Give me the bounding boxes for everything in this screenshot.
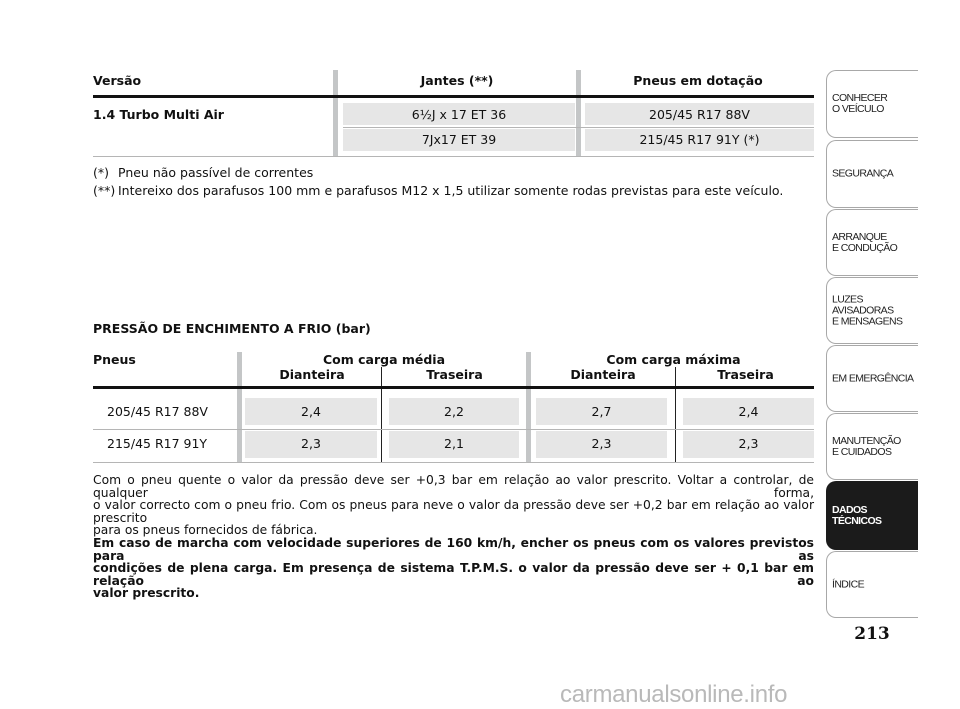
watermark: carmanualsonline.info xyxy=(560,681,788,708)
tab-arranque-e-conducao[interactable] xyxy=(826,209,918,276)
header-medium-load: Com carga média xyxy=(322,352,446,367)
row-separator xyxy=(93,429,814,430)
pressure-value: 2,7 xyxy=(591,404,612,419)
tab-manutencao-e-cuidados[interactable] xyxy=(826,413,918,480)
wheel-cell: 6½J x 17 ET 36 xyxy=(411,107,507,122)
paragraph-line: Com o pneu quente o valor da pressão deve ser +0,3 bar em relação ao valor prescrito. Voltar a controlar, de qualquer forma, xyxy=(93,473,814,500)
pressure-value: 2,2 xyxy=(444,404,464,419)
tab-luzes-avisadoras[interactable] xyxy=(826,277,918,344)
header-version: Versão xyxy=(93,73,142,88)
paragraph-line-bold: Em caso de marcha com velocidade superiores de 160 km/h, encher os pneus com os valores previstos para as xyxy=(93,535,814,563)
header-front: Dianteira xyxy=(570,367,636,382)
tab-em-emergencia[interactable] xyxy=(826,345,918,412)
table-bottom-rule xyxy=(93,156,814,157)
paragraph-line: para os pneus fornecidos de fábrica. xyxy=(93,523,318,538)
column-divider xyxy=(526,352,531,462)
sub-divider xyxy=(675,367,676,462)
tab-dados-tecnicos[interactable] xyxy=(826,481,918,550)
header-tyres: Pneus em dotação xyxy=(633,73,763,88)
tyre-cell: 205/45 R17 88V xyxy=(649,107,750,122)
column-divider xyxy=(333,70,338,157)
pressure-value: 2,3 xyxy=(591,436,612,451)
note-marker: (*) xyxy=(93,165,110,180)
pressure-value: 2,4 xyxy=(738,404,759,419)
note-text: Intereixo dos parafusos 100 mm e parafusos M12 x 1,5 utilizar somente rodas previstas para este veículo. xyxy=(118,183,784,198)
pressure-value: 2,1 xyxy=(444,436,464,451)
pressure-value: 2,3 xyxy=(738,436,759,451)
tab-label: MANUTENÇÃO E CUIDADOS xyxy=(832,434,901,458)
header-rear: Traseira xyxy=(717,367,774,382)
pressure-value: 2,4 xyxy=(301,404,321,419)
tab-label: ÍNDICE xyxy=(832,578,864,590)
paragraph-line: o valor correcto com o pneu frio. Com os pneus para neve o valor da pressão deve ser +0,2 bar em relação ao valor prescrito xyxy=(93,498,814,525)
tab-label: EM EMERGÊNCIA xyxy=(832,372,914,384)
tyre-size: 205/45 R17 88V xyxy=(107,404,208,419)
tab-label: ARRANQUE E CONDUÇÃO xyxy=(832,230,898,254)
table-bottom-rule xyxy=(93,462,814,463)
pressure-note-paragraph xyxy=(93,474,814,600)
version-value: 1.4 Turbo Multi Air xyxy=(93,107,224,122)
pressure-value: 2,3 xyxy=(301,436,321,451)
note-text: Pneu não passível de correntes xyxy=(118,165,314,180)
tab-label: LUZES AVISADORAS E MENSAGENS xyxy=(832,293,903,327)
tab-label: CONHECER O VEÍCULO xyxy=(832,92,888,115)
wheel-cell: 7Jx17 ET 39 xyxy=(421,132,497,147)
header-tyres-col: Pneus xyxy=(93,352,136,367)
tab-seguranca[interactable] xyxy=(826,140,918,208)
tyre-cell: 215/45 R17 91Y (*) xyxy=(639,132,760,147)
tab-conhecer-o-veiculo[interactable] xyxy=(826,70,918,138)
page-number: 213 xyxy=(854,624,890,644)
pressure-title: PRESSÃO DE ENCHIMENTO A FRIO (bar) xyxy=(93,321,371,336)
tab-label: SEGURANÇA xyxy=(832,167,894,180)
table-rule xyxy=(93,386,814,389)
column-divider xyxy=(237,352,242,462)
column-divider xyxy=(576,70,581,157)
header-rear: Traseira xyxy=(426,367,483,382)
tab-indice[interactable] xyxy=(826,551,918,618)
table-rule xyxy=(93,95,814,98)
note-marker: (**) xyxy=(93,183,116,198)
header-wheels: Jantes (**) xyxy=(420,73,494,88)
header-front: Dianteira xyxy=(279,367,345,382)
tyre-size: 215/45 R17 91Y xyxy=(107,436,208,451)
row-separator xyxy=(343,127,814,128)
sub-divider xyxy=(381,367,382,462)
paragraph-line-bold: valor prescrito. xyxy=(93,586,200,601)
tab-label: DADOS TÉCNICOS xyxy=(832,503,882,527)
header-max-load: Com carga máxima xyxy=(606,352,741,367)
paragraph-line-bold: condições de plena carga. Em presença de sistema T.P.M.S. o valor da pressão deve ser + 0,1 bar em relação ao xyxy=(93,561,814,588)
